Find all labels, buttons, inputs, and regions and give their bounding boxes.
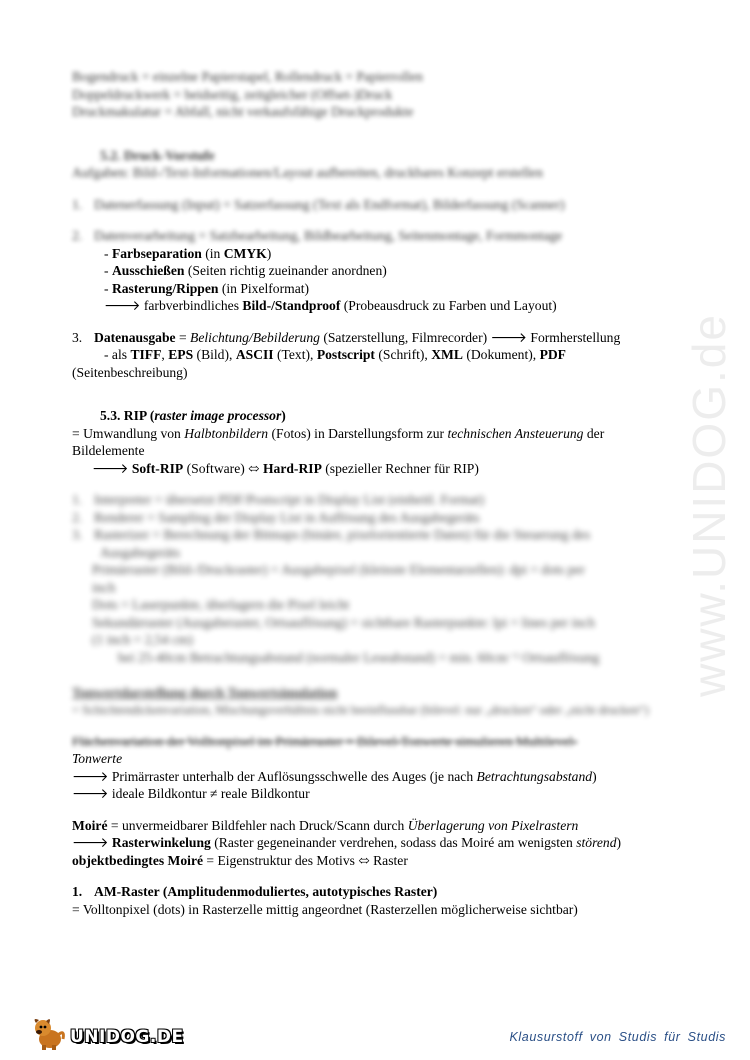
text-line-moire: Moiré = unvermeidbarer Bildfehler nach Druck/Scann durch Überlagerung von Pixelrastern — [72, 817, 579, 833]
list-item-datenausgabe: 3. Datenausgabe = Belichtung/Bebilderung (Satzerstellung, Filmrecorder) 🡒 Formherstellung — [72, 329, 621, 345]
blurred-line: Bogendruck = einzelne Papierstapel, Rollendruck = Papierrollen — [72, 69, 423, 84]
arrow-icon: 🡒 — [92, 460, 129, 476]
heading-am-raster: 1. AM-Raster (Amplitudenmoduliertes, autotypisches Raster) — [72, 884, 438, 899]
blurred-line: Dots = Laserpunkte, überlagern die Pixel leicht — [92, 597, 350, 612]
document-body — [72, 68, 672, 918]
sub-item-formats: - als TIFF, EPS (Bild), ASCII (Text), Postscript (Schrift), XML (Dokument), PDF — [104, 347, 566, 362]
blurred-line: Aufgaben: Bild-/Text-Informationen/Layout aufbereiten, druckbares Konzept erstellen — [72, 165, 543, 180]
text-line-rasterwinkelung: 🡒 Rasterwinkelung (Raster gegeneinander verdrehen, sodass das Moiré am wenigsten störend) — [72, 835, 622, 850]
blurred-line: (1 inch = 2,54 cm) — [92, 632, 193, 647]
list-item: 2. Renderer = Sampling der Display List in Auflösung des Ausgabegeräts — [72, 509, 480, 525]
section-heading-5-2: 5.2. Druck-Vorstufe — [100, 147, 215, 163]
sub-item-ausschiessen: - Ausschießen (Seiten richtig zueinander anordnen) — [104, 263, 387, 278]
soft-hard-rip-line: 🡒 Soft-RIP (Software) ⬄ Hard-RIP (spezieller Rechner für RIP) — [92, 460, 479, 476]
logo-text: UNIDOG.DE — [70, 1027, 184, 1047]
blurred-line: Druckmakulatur = Abfall, nicht verkaufsfähige Druckprodukte — [72, 104, 414, 119]
sub-item-rasterung: - Rasterung/Rippen (in Pixelformat) — [104, 280, 310, 296]
list-item: 1. Datenerfassung (Input) = Satzerfassung (Text als Endformat), Bilderfassung (Scanner) — [72, 196, 565, 212]
not-equal-icon: ≠ — [210, 786, 218, 801]
text-line: Tonwerte — [72, 751, 123, 766]
text-line-objektmoire: objektbedingtes Moiré = Eigenstruktur des Motivs ⬄ Raster — [72, 852, 408, 868]
arrow-icon: 🡒 — [490, 329, 528, 345]
blurred-line: inch — [92, 579, 116, 595]
text-line: (Seitenbeschreibung) — [72, 364, 188, 380]
footer-logo — [30, 1015, 184, 1051]
blurred-heading: Tonwertdarstellung durch Tonwertsimulation — [72, 685, 338, 700]
text-line: = Umwandlung von Halbtonbildern (Fotos) in Darstellungsform zur technischen Ansteuerung der — [72, 425, 605, 441]
blurred-line: Sekundärraster (Ausgaberaster, Ortsauflösung) = sichtbare Rasterpunkte: lpi = lines per inch — [92, 614, 595, 630]
list-item: 3. Rasterizer = Berechnung der Bitmaps (binäre, pixelorientierte Daten) für die Steuerung des — [72, 527, 591, 542]
arrow-icon: 🡒 — [72, 786, 109, 801]
text-line-vollton: = Volltonpixel (dots) in Rasterzelle mittig angeordnet (Rasterzellen möglicherweise sichtbar) — [72, 901, 578, 917]
blurred-line: Primärraster (Bild-/Druckraster) = Ausgabepixel (kleinste Elementarzellen): dpi = dots per — [92, 562, 585, 577]
blurred-line: Flächenvariation der Volltonpixel im Primärraster = Bilevel-Tonwerte simulieren Multilevel- — [72, 733, 578, 749]
watermark: www.UNIDOG.de — [683, 313, 736, 697]
dog-icon — [30, 1015, 68, 1051]
blurred-line: bei 25-40cm Betrachtungsabstand (normaler Leseabstand) = min. 60cm⁻¹ Ortsauflösung — [118, 649, 600, 665]
blurred-line: Doppeldruckwerk = beidseitig, zeitgleicher (Offset-)Druck — [72, 86, 393, 102]
list-item: 2. Datenverarbeitung = Satzbearbeitung, Bildbearbeitung, Seitenmontage, Formmontage — [72, 228, 563, 243]
sub-item-farbseparation: - Farbseparation (in CMYK) — [104, 245, 272, 261]
double-arrow-icon: ⬄ — [358, 852, 370, 868]
blurred-line: Ausgabegeräts — [100, 544, 181, 560]
text-line-primaerraster: 🡒 Primärraster unterhalb der Auflösungsschwelle des Auges (je nach Betrachtungsabstand) — [72, 768, 597, 784]
sub-item-proof: 🡒 farbverbindliches Bild-/Standproof (Probeausdruck zu Farben und Layout) — [104, 298, 557, 313]
footer-tagline: Klausurstoff von Studis für Studis — [509, 1030, 726, 1044]
text-line: Bildelemente — [72, 443, 145, 458]
double-arrow-icon: ⬄ — [248, 460, 260, 476]
blurred-line: = Schichtendickenvariation, Mischungsverhältnis nicht beeinflussbar (bilevel: nur „drucken“ oder „nicht drucken“) — [72, 702, 649, 717]
section-heading-5-3: 5.3. RIP (raster image processor) — [100, 408, 286, 423]
arrow-icon: 🡒 — [104, 298, 141, 313]
text-line-bildkontur: 🡒 ideale Bildkontur ≠ reale Bildkontur — [72, 786, 310, 801]
arrow-icon: 🡒 — [72, 768, 109, 784]
arrow-icon: 🡒 — [72, 835, 109, 850]
list-item: 1. Interpreter = übersetzt PDF/Postscript in Display List (einheitl. Format) — [72, 492, 485, 507]
